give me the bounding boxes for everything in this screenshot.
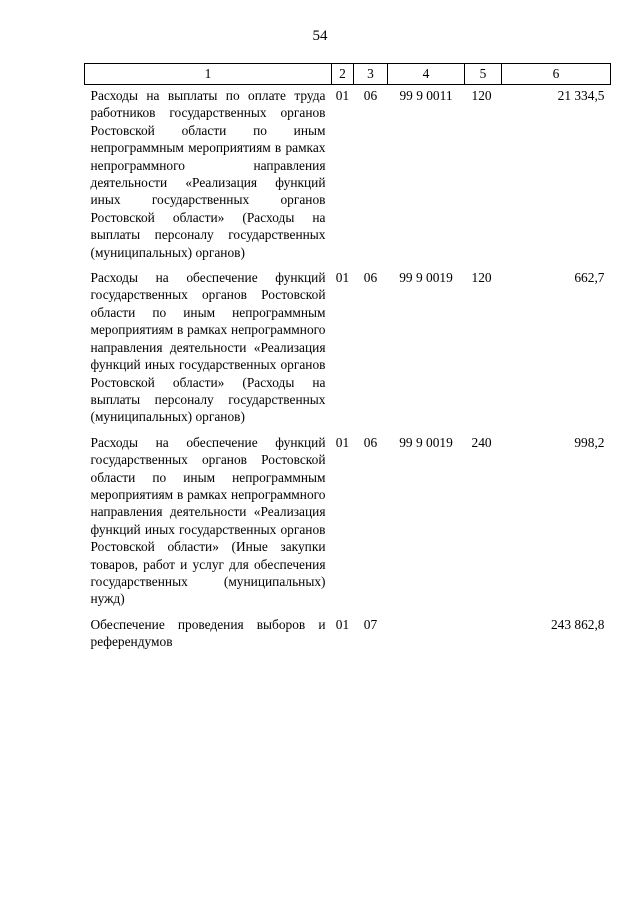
table-row — [85, 614, 611, 657]
page-number: 54 — [312, 28, 328, 44]
row-target-article — [388, 614, 465, 657]
column-header: 3 — [354, 64, 388, 85]
table-row — [85, 85, 611, 268]
budget-table — [84, 63, 611, 657]
row-target-article: 99 9 0011 — [399, 88, 453, 103]
row-sum: 662,7 — [574, 270, 605, 286]
row-expense-type: 240 — [471, 434, 492, 450]
row-target-article: 99 9 0019 — [399, 434, 453, 450]
column-header: 4 — [388, 64, 465, 85]
table-header-row — [85, 64, 611, 85]
row-sum: 998,2 — [574, 434, 605, 450]
row-description: Расходы на обеспечение функций государственных органов Ростовской области по иным непрограммным мероприятиям в рамках непрограммного направления деятельности «Реализация функций иных государственных органов Ростовской области» (Иные закупки товаров, работ и услуг для обеспечения государственных (муниципальных) нужд) — [90, 434, 326, 607]
row-description: Обеспечение проведения выборов и референдумов — [90, 616, 326, 650]
row-description: Расходы на обеспечение функций государственных органов Ростовской области по иным непрограммным мероприятиям в рамках непрограммного направления деятельности «Реализация функций иных государственных органов Ростовской области» (Расходы на выплаты персоналу государственных (муниципальных) органов) — [90, 270, 326, 425]
row-expense-type: 120 — [471, 270, 492, 286]
row-section-code: 01 — [335, 616, 350, 632]
column-header: 1 — [85, 64, 332, 85]
row-description: Расходы на выплаты по оплате труда работников государственных органов Ростовской области по иным непрограммным мероприятиям в рамках непрограммного направления деятельности «Реализация функций иных государственных органов Ростовской области» (Расходы на выплаты персоналу государственных (муниципальных) органов) — [90, 88, 326, 260]
column-header: 5 — [465, 64, 502, 85]
row-subsection-code: 06 — [363, 434, 378, 450]
row-expense-type — [465, 614, 502, 657]
row-subsection-code: 06 — [363, 270, 378, 286]
column-header: 2 — [332, 64, 354, 85]
row-section-code: 01 — [335, 434, 350, 450]
column-header: 6 — [502, 64, 611, 85]
row-subsection-code: 06 — [363, 88, 378, 103]
row-section-code: 01 — [335, 270, 350, 286]
row-subsection-code: 07 — [363, 616, 378, 632]
table-row — [85, 267, 611, 432]
row-sum: 243 862,8 — [550, 616, 605, 632]
row-sum: 21 334,5 — [557, 88, 605, 103]
row-target-article: 99 9 0019 — [399, 270, 453, 286]
row-section-code: 01 — [335, 88, 350, 103]
row-expense-type: 120 — [471, 88, 492, 103]
table-row — [85, 432, 611, 614]
